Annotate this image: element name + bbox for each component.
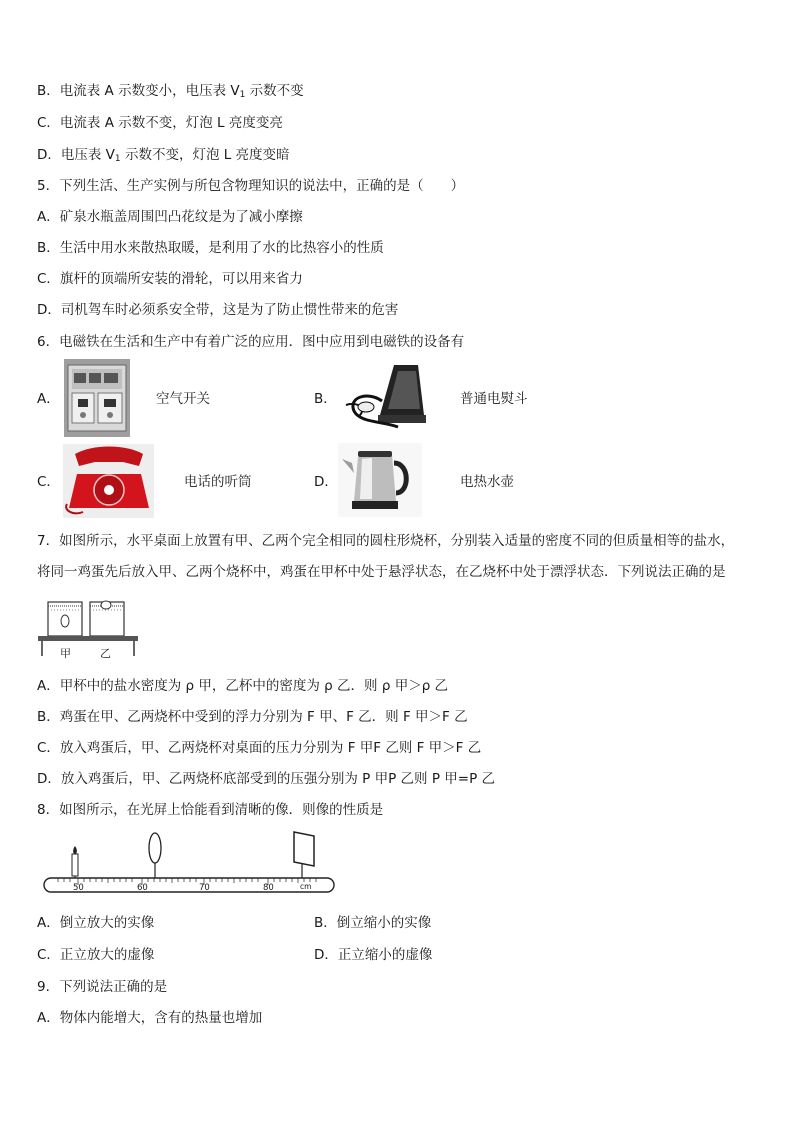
q4-option-b-text: B．电流表 A 示数变小，电压表 V xyxy=(37,83,240,99)
q4-option-b-subscript: 1 xyxy=(239,90,246,100)
q4-option-b xyxy=(37,82,304,104)
q5-option-b: B．生活中用水来散热取暖，是利用了水的比热容小的性质 xyxy=(37,240,384,256)
ruler-tick-70: 70 xyxy=(199,883,210,893)
q6-option-d-label: 电热水壶 xyxy=(460,474,514,490)
q6-option-c-letter: C． xyxy=(37,474,60,490)
q7-stem-line2: 将同一鸡蛋先后放入甲、乙两个烧杯中，鸡蛋在甲杯中处于悬浮状态，在乙烧杯中处于漂浮状态．下列说法正确的是 xyxy=(37,564,726,580)
electric-iron-image xyxy=(338,361,430,435)
q4-option-c: C．电流表 A 示数不变，灯泡 L 亮度变亮 xyxy=(37,115,283,131)
q8-option-b: B．倒立缩小的实像 xyxy=(314,915,432,931)
q6-option-d-letter: D． xyxy=(314,474,338,490)
q8-option-c: C．正立放大的虚像 xyxy=(37,947,155,963)
q6-option-c-label: 电话的听筒 xyxy=(184,474,252,490)
q7-option-c: C．放入鸡蛋后，甲、乙两烧杯对桌面的压力分别为 F 甲F 乙则 F 甲＞F 乙 xyxy=(37,740,482,756)
electric-kettle-image xyxy=(338,443,422,517)
ruler-unit-cm: cm xyxy=(300,882,312,891)
q7-option-d: D．放入鸡蛋后，甲、乙两烧杯底部受到的压强分别为 P 甲P 乙则 P 甲=P 乙 xyxy=(37,771,496,787)
q5-option-a: A．矿泉水瓶盖周围凹凸花纹是为了减小摩擦 xyxy=(37,209,303,225)
q6-option-a-letter: A． xyxy=(37,391,60,407)
q8-option-a: A．倒立放大的实像 xyxy=(37,915,155,931)
air-switch-image xyxy=(64,359,130,437)
beakers-figure xyxy=(38,594,138,658)
q4-option-d xyxy=(37,146,290,168)
q8-stem: 8．如图所示，在光屏上恰能看到清晰的像．则像的性质是 xyxy=(37,802,384,818)
q4-option-d-text: D．电压表 V xyxy=(37,147,115,163)
q6-option-b-letter: B． xyxy=(314,391,337,407)
q9-option-a: A．物体内能增大，含有的热量也增加 xyxy=(37,1010,263,1026)
q5-option-c: C．旗杆的顶端所安装的滑轮，可以用来省力 xyxy=(37,271,303,287)
q4-option-d-text-end: 示数不变，灯泡 L 亮度变暗 xyxy=(120,147,290,163)
q4-option-b-text-end: 示数不变 xyxy=(245,83,304,99)
q7-stem-line1: 7．如图所示，水平桌面上放置有甲、乙两个完全相同的圆柱形烧杯，分别装入适量的密度不同的但质量相等的盐水， xyxy=(37,533,735,549)
q5-option-d: D．司机驾车时必须系安全带，这是为了防止惯性带来的危害 xyxy=(37,302,399,318)
q7-option-b: B．鸡蛋在甲、乙两烧杯中受到的浮力分别为 F 甲、F 乙．则 F 甲＞F 乙 xyxy=(37,709,468,725)
ruler-tick-80: 80 xyxy=(263,883,274,893)
q5-stem: 5．下列生活、生产实例与所包含物理知识的说法中，正确的是（ ） xyxy=(37,178,465,194)
ruler-tick-50: 50 xyxy=(73,883,84,893)
beaker-jia-label: 甲 xyxy=(60,647,71,660)
telephone-image xyxy=(63,444,154,518)
q6-option-b-label: 普通电熨斗 xyxy=(460,391,528,407)
q4-option-d-subscript: 1 xyxy=(114,154,121,164)
q9-stem: 9．下列说法正确的是 xyxy=(37,979,168,995)
beaker-yi-label: 乙 xyxy=(100,647,111,660)
ruler-tick-60: 60 xyxy=(137,883,148,893)
q7-option-a: A．甲杯中的盐水密度为 ρ 甲，乙杯中的密度为 ρ 乙．则 ρ 甲＞ρ 乙 xyxy=(37,678,449,694)
q8-option-d: D．正立缩小的虚像 xyxy=(314,947,433,963)
q6-stem: 6．电磁铁在生活和生产中有着广泛的应用．图中应用到电磁铁的设备有 xyxy=(37,334,465,350)
q6-option-a-label: 空气开关 xyxy=(156,391,210,407)
